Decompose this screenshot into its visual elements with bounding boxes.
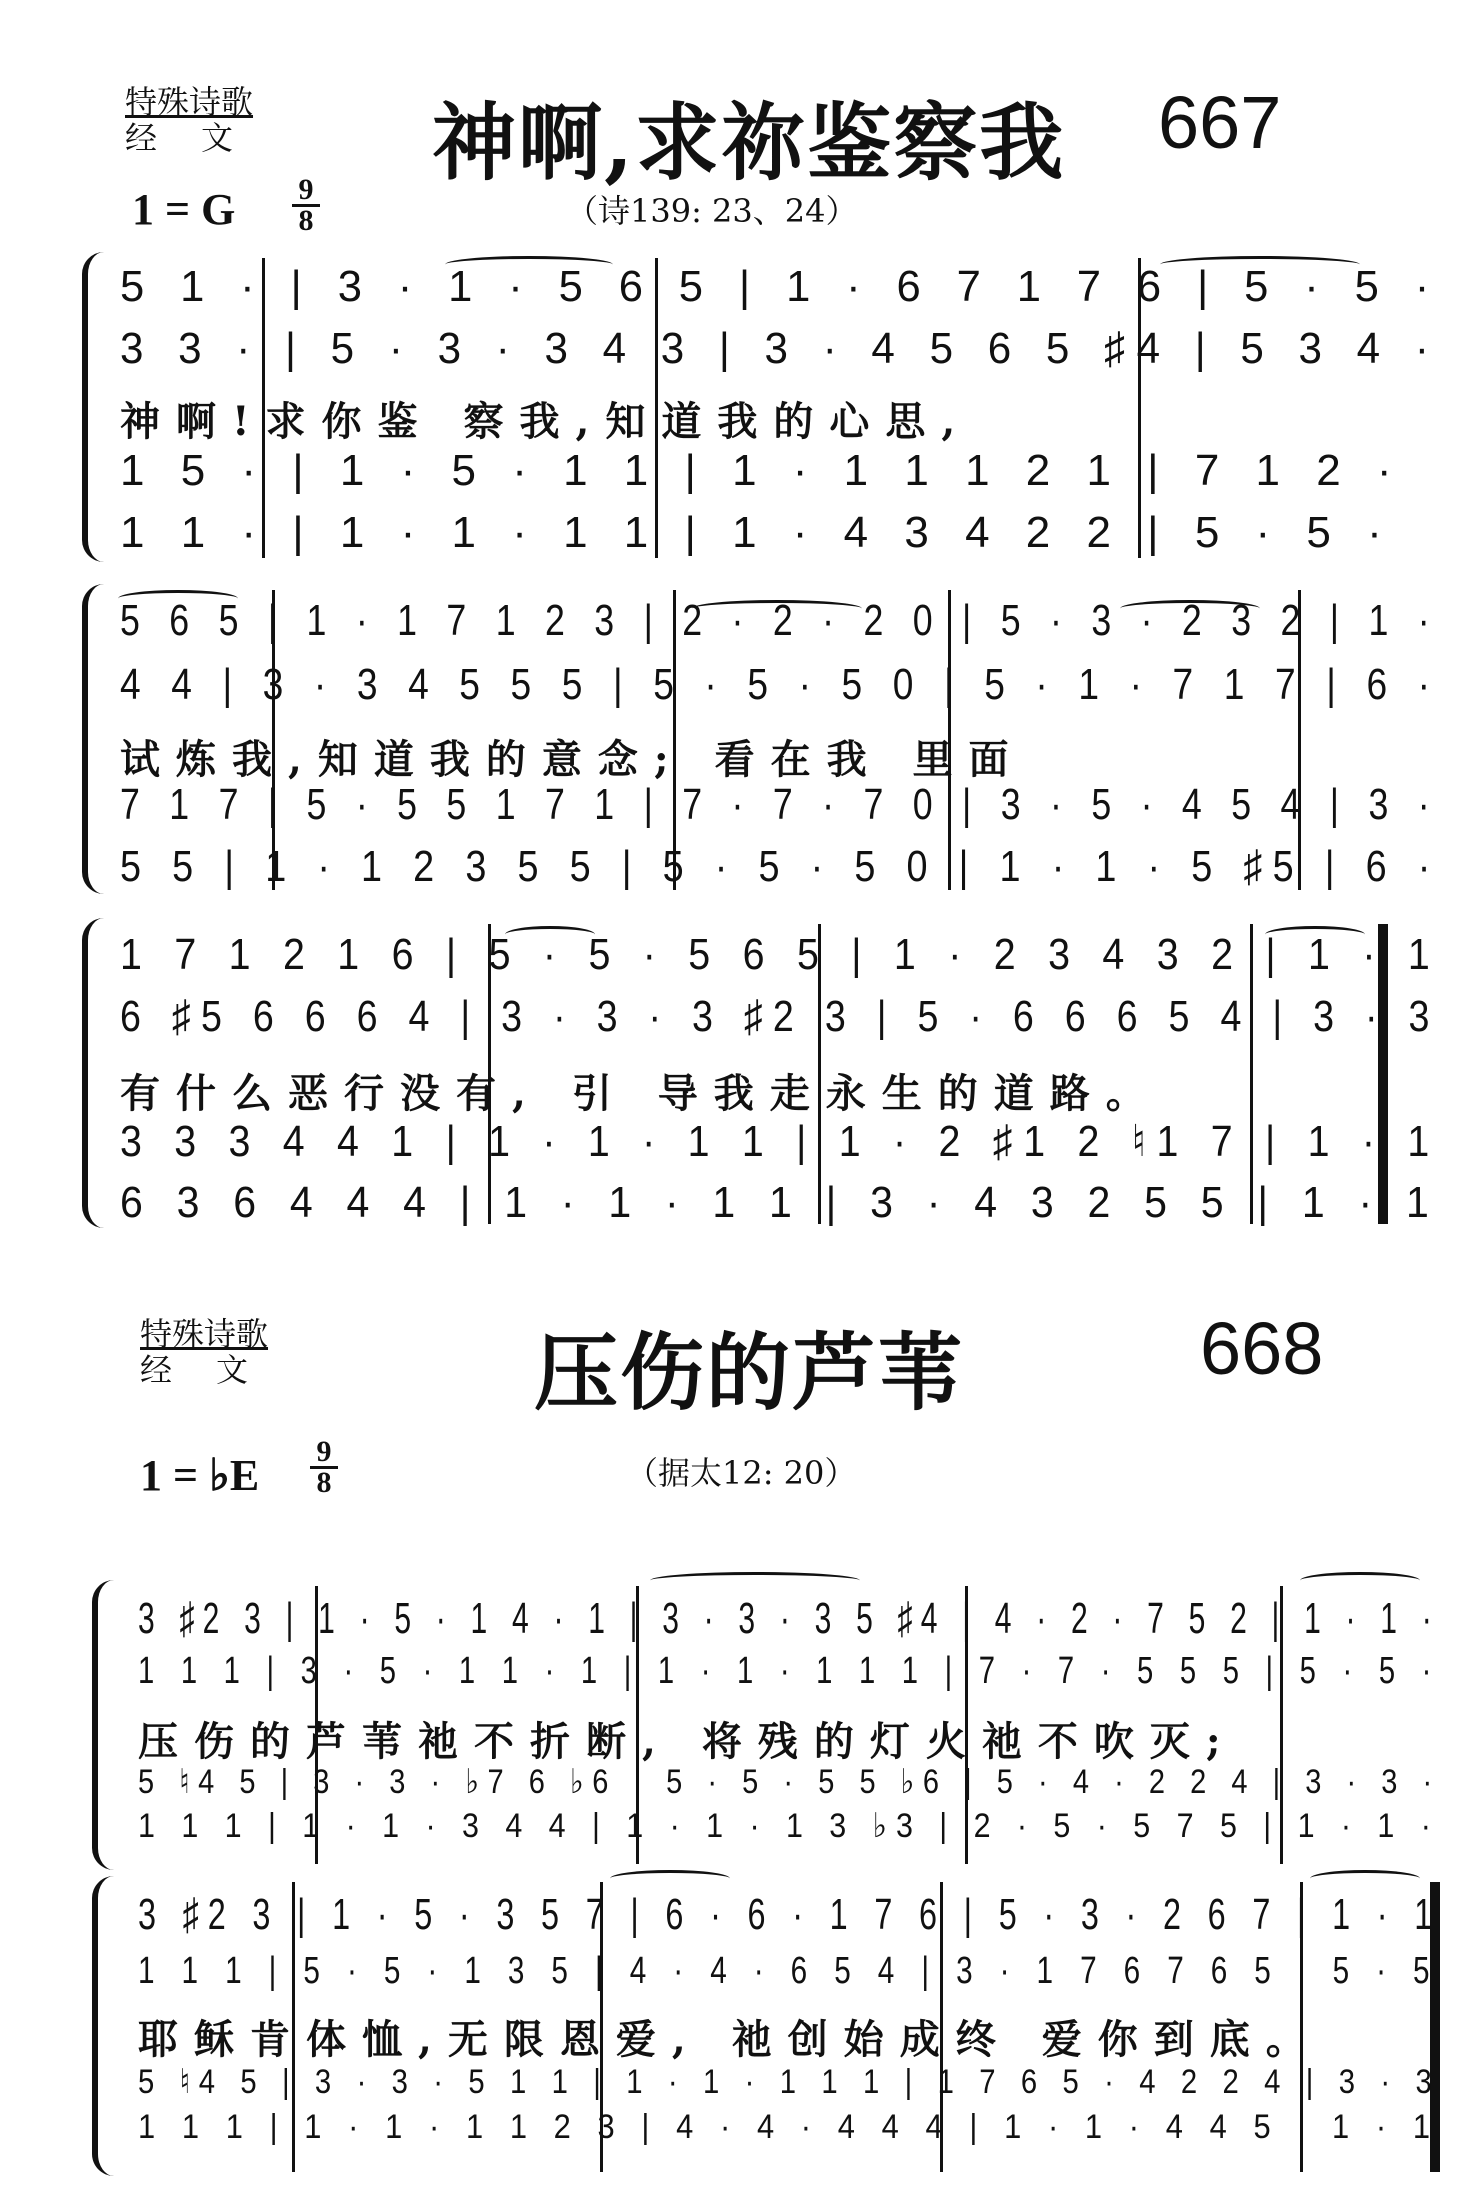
lyrics-line: 试炼我,知道我的意念; 看在我 里面 — [120, 736, 1025, 783]
hymn-667-title: 神啊,求祢鉴察我 — [432, 93, 1066, 192]
hymn-668-key: 1 = ♭E — [140, 1451, 260, 1500]
lyrics-line: 有什么恶行没有, 引 导我走永生的道路。 — [120, 1070, 1162, 1117]
category-label: 特殊诗歌 — [125, 83, 254, 121]
alto-line: 6 ♯5 6 6 6 4 | 3 · 3 · 3 ♯2 3 | 5 · 6 6 6 5 4 | 3 · 3 — [120, 992, 1440, 1041]
soprano-line: 3 ♯2 3 | 1 · 5 · 3 5 7 | 6 · 6 · 1 7 6 | 5 · 3 · 2 6 7 | 1 · 1 — [138, 1890, 1442, 1939]
hymn-668-time-signature — [310, 1435, 338, 1499]
bass-line: 1 1 1 | 1 · 1 · 1 1 2 3 | 4 · 4 · 4 4 4 | 1 · 1 · 4 4 5 | 1 · 1 — [138, 2108, 1440, 2146]
alto-line: 1 1 1 | 3 · 5 · 1 1 · 1 | 1 · 1 · 1 1 1 | 7 · 7 · 5 5 5 | 5 · 5 · — [138, 1650, 1441, 1692]
hymn-667-category — [125, 84, 277, 156]
lyrics-line: 神啊!求你鉴 察我,知道我的心思, — [120, 398, 972, 445]
alto-line: 1 1 1 | 5 · 5 · 1 3 5 | 4 · 4 · 6 5 4 | 3 · 1 7 6 7 6 5 | 5 · 5 — [138, 1950, 1439, 1992]
lyrics-line: 耶稣肯体恤,无限恩爱, 祂创始成终 爱你到底。 — [138, 2016, 1322, 2063]
alto-line: 3 3 · | 5 · 3 · 3 4 3 | 3 · 4 5 6 5 ♯4 | 5 3 4 · — [120, 324, 1441, 373]
soprano-line: 1 7 1 2 1 6 | 5 · 5 · 5 6 5 | 1 · 2 3 4 3 2 | 1 · 1 — [120, 930, 1441, 979]
tenor-line: 5 ♮4 5 | 3 · 3 · 5 1 1 | 1 · 1 · 1 1 1 | 1 7 6 5 · 4 2 2 4 | 3 · 3 — [138, 2063, 1441, 2101]
bass-line: 1 1 · | 1 · 1 · 1 1 | 1 · 4 3 4 2 2 | 5 · 5 · — [120, 508, 1394, 557]
system-brace — [82, 918, 104, 1228]
soprano-line: 5 6 5 | 1 · 1 7 1 2 3 | 2 · 2 · 2 0 | 5 · 3 · 2 3 2 | 1 · — [120, 596, 1440, 645]
hymn-667-reference: （诗139: 23、24） — [566, 192, 858, 230]
system-brace — [82, 252, 104, 562]
system-brace — [92, 1876, 114, 2176]
slur — [1300, 1572, 1420, 1589]
alto-line: 4 4 | 3 · 3 4 5 5 5 | 5 · 5 · 5 0 | 5 · 1 · 7 1 7 | 6 · — [120, 660, 1441, 709]
tenor-line: 5 ♮4 5 | 3 · 3 · ♭7 6 ♭6 | 5 · 5 · 5 5 ♭6 | 5 · 4 · 2 2 4 | 3 · 3 · — [138, 1763, 1441, 1801]
subcategory-label: 经文 — [140, 1351, 293, 1389]
tenor-line: 3 3 3 4 4 1 | 1 · 1 · 1 1 | 1 · 2 ♯1 2 ♮1 7 | 1 · 1 — [120, 1117, 1440, 1166]
tenor-line: 1 5 · | 1 · 5 · 1 1 | 1 · 1 1 1 2 1 | 7 1 2 · — [120, 446, 1404, 495]
lyrics-line: 压伤的芦苇祂不折断, 将残的灯火祂不吹灭; — [138, 1718, 1237, 1765]
hymn-668-title: 压伤的芦苇 — [534, 1323, 965, 1422]
bass-line: 5 5 | 1 · 1 2 3 5 5 | 5 · 5 · 5 0 | 1 · 1 · 5 ♯5 | 6 · — [120, 842, 1441, 891]
system-brace — [92, 1580, 114, 1870]
hymn-668-category — [140, 1316, 292, 1388]
soprano-line: 5 1 · | 3 · 1 · 5 6 5 | 1 · 6 7 1 7 6 | 5 · 5 · — [120, 262, 1442, 311]
hymn-667-number: 667 — [1158, 81, 1282, 164]
slur — [1310, 1870, 1420, 1887]
subcategory-label: 经文 — [125, 119, 278, 157]
bass-line: 6 3 6 4 4 4 | 1 · 1 · 1 1 | 3 · 4 3 2 5 5 | 1 · 1 — [120, 1178, 1440, 1227]
hymn-668-number: 668 — [1200, 1307, 1324, 1390]
slur — [650, 1572, 860, 1589]
time-top: 9 — [310, 1438, 338, 1469]
time-bottom: 8 — [316, 1466, 332, 1499]
bass-line: 1 1 1 | 1 · 1 · 3 4 4 | 1 · 1 · 1 3 ♭3 | 2 · 5 · 5 7 5 | 1 · 1 · — [138, 1807, 1440, 1845]
soprano-line: 3 ♯2 3 | 1 · 5 · 1 4 · 1 | 3 · 3 · 3 5 ♯4 | 4 · 2 · 7 5 2 | 1 · 1 · — [138, 1594, 1440, 1643]
time-bottom: 8 — [298, 204, 314, 237]
time-top: 9 — [292, 176, 320, 207]
hymn-668-reference: （据太12: 20） — [626, 1454, 857, 1492]
slur — [610, 1870, 730, 1887]
tenor-line: 7 1 7 | 5 · 5 5 1 7 1 | 7 · 7 · 7 0 | 3 · 5 · 4 5 4 | 3 · — [120, 780, 1440, 829]
system-brace — [82, 584, 104, 894]
hymn-667-time-signature — [292, 173, 320, 237]
hymn-667-key: 1 = G — [132, 185, 236, 234]
category-label: 特殊诗歌 — [140, 1315, 269, 1353]
